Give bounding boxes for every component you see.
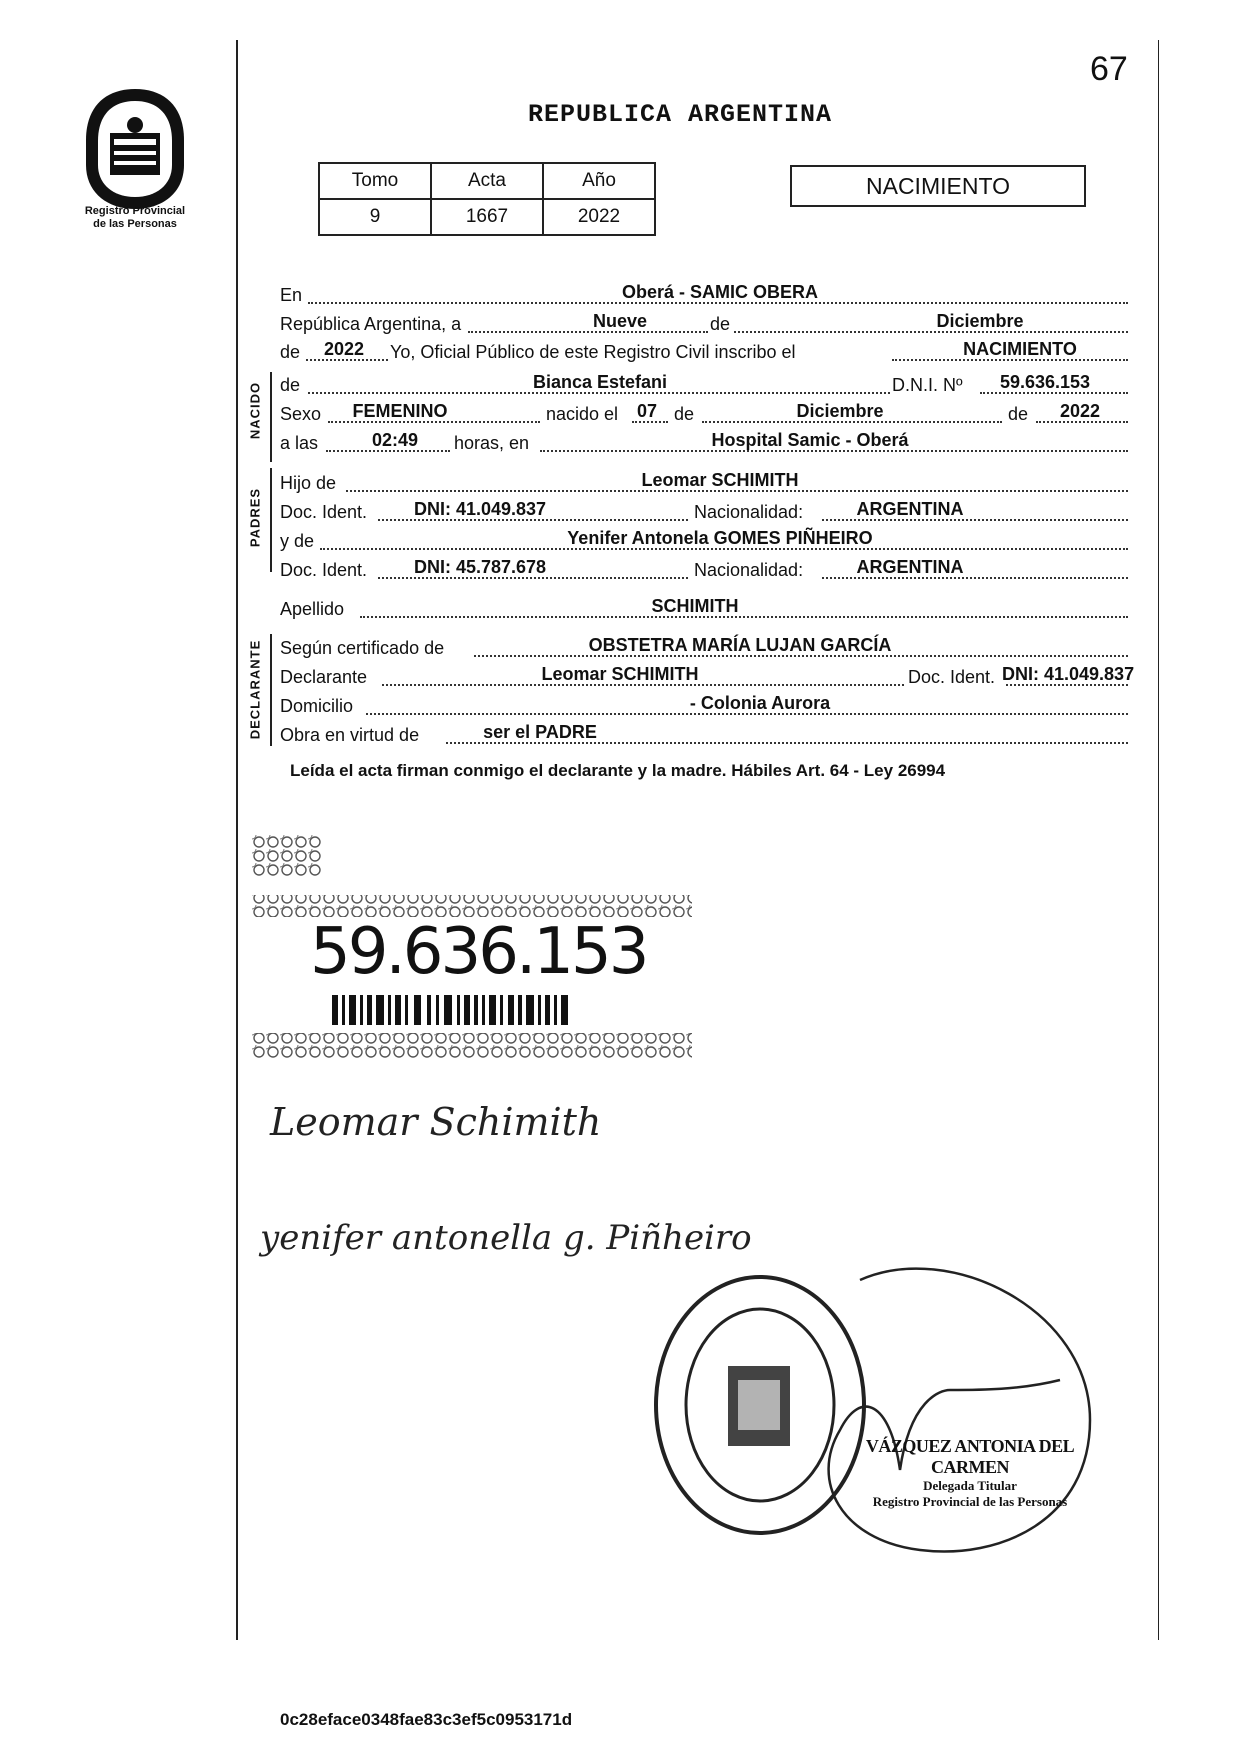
- form-row-oficial: [280, 339, 1130, 365]
- label-de4: de: [1008, 404, 1029, 424]
- label-nacionalidad2: Nacionalidad:: [694, 560, 804, 580]
- left-margin-rule: [236, 40, 238, 1640]
- acta-value-anio: 2022: [543, 199, 655, 235]
- acta-value-tomo: 9: [319, 199, 431, 235]
- form-row-domicilio: [280, 693, 1130, 719]
- label-de3: de: [674, 404, 695, 424]
- side-label-declarante: DECLARANTE: [247, 639, 263, 740]
- value-certificado: OBSTETRA MARÍA LUJAN GARCÍA: [588, 635, 892, 655]
- label-apellido: Apellido: [280, 599, 345, 619]
- value-madre-doc: DNI: 45.787.678: [413, 557, 547, 577]
- province-seal-logo: [80, 85, 190, 215]
- form-row-sexo: [280, 401, 1130, 427]
- value-madre: Yenifer Antonela GOMES PIÑHEIRO: [567, 528, 873, 548]
- value-padre-doc: DNI: 41.049.837: [413, 499, 547, 519]
- label-certificado: Según certificado de: [280, 638, 445, 658]
- value-apellido: SCHIMITH: [651, 596, 739, 616]
- label-hijo-de: Hijo de: [280, 473, 337, 493]
- value-madre-nac: ARGENTINA: [856, 557, 964, 577]
- right-margin-rule: [1158, 40, 1159, 1640]
- official-role: Delegada Titular: [923, 1478, 1017, 1493]
- acta-value-acta: 1667: [431, 199, 543, 235]
- value-anio: 2022: [323, 339, 365, 359]
- signature-madre: yenifer antonella g. Piñheiro: [260, 1218, 752, 1258]
- form-row-fecha: [280, 311, 1130, 337]
- label-obra: Obra en virtud de: [280, 725, 420, 745]
- label-horas-en: horas, en: [454, 433, 530, 453]
- value-hora: 02:49: [371, 430, 419, 450]
- label-declarante: Declarante: [280, 667, 368, 687]
- label-sexo: Sexo: [280, 404, 322, 424]
- label-nombre: de: [280, 375, 301, 395]
- value-nac-dia: 07: [636, 401, 658, 421]
- label-republica: República Argentina, a: [280, 314, 462, 334]
- value-obra: ser el PADRE: [483, 722, 597, 742]
- official-block: [840, 1436, 1100, 1510]
- value-declarante-doc: DNI: 41.049.837: [1002, 664, 1135, 684]
- value-nombre: Bianca Estefani: [532, 372, 668, 392]
- form-row-nombre: [280, 372, 1130, 398]
- side-label-padres: PADRES: [247, 487, 263, 548]
- value-dia: Nueve: [592, 311, 648, 331]
- form-row-hora: [280, 430, 1130, 456]
- document-title: REPUBLICA ARGENTINA: [527, 100, 833, 129]
- closing-note: Leída el acta firman conmigo el declarante y la madre. Hábiles Art. 64 - Ley 26994: [290, 761, 946, 780]
- form-row-obra: [280, 722, 1130, 748]
- label-nacido-el: nacido el: [546, 404, 619, 424]
- signature-declarante: Leomar Schimith: [270, 1100, 602, 1144]
- label-en: En: [280, 285, 303, 305]
- form-row-lugar: [280, 282, 1130, 308]
- acta-header-anio: Año: [543, 163, 655, 199]
- form-row-certificado: [280, 635, 1130, 661]
- official-registry: Registro Provincial de las Personas: [872, 1494, 1068, 1509]
- form-row-apellido: [280, 596, 1130, 622]
- form-row-madre-doc: [280, 557, 1130, 583]
- logo-caption: Registro Provincial de las Personas: [84, 205, 186, 230]
- acta-table-value-row: [319, 199, 655, 235]
- document-hash: 0c28eface0348fae83c3ef5c0953171d: [280, 1710, 573, 1729]
- value-sexo: FEMENINO: [352, 401, 448, 421]
- value-padre-nac: ARGENTINA: [856, 499, 964, 519]
- dni-printed-number: 59.636.153: [310, 915, 647, 989]
- form-row-madre: [280, 528, 1130, 554]
- value-nac-anio: 2022: [1059, 401, 1101, 421]
- label-doc2: Doc. Ident.: [280, 560, 368, 580]
- label-doc: Doc. Ident.: [280, 502, 368, 522]
- page-number: 67: [1090, 50, 1128, 88]
- official-signature: [800, 1250, 1120, 1570]
- record-type-box: NACIMIENTO: [790, 165, 1086, 207]
- form-row-padre-doc: [280, 499, 1130, 525]
- label-de: de: [710, 314, 731, 334]
- value-lugar-nac: Hospital Samic - Oberá: [711, 430, 909, 450]
- value-declarante: Leomar SCHIMITH: [541, 664, 699, 684]
- label-domicilio: Domicilio: [280, 696, 354, 716]
- label-oficial: Yo, Oficial Público de este Registro Civil inscribo el: [390, 342, 796, 362]
- acta-table-header-row: [319, 163, 655, 199]
- label-y-de: y de: [280, 531, 315, 551]
- form-row-declarante: [280, 664, 1135, 690]
- side-label-nacido: NACIDO: [247, 381, 263, 440]
- acta-table: [318, 162, 656, 236]
- value-acto: NACIMIENTO: [963, 339, 1077, 359]
- value-nac-mes: Diciembre: [796, 401, 884, 421]
- label-doc3: Doc. Ident.: [908, 667, 996, 687]
- value-lugar: Oberá - SAMIC OBERA: [621, 282, 819, 302]
- value-dni: 59.636.153: [999, 372, 1091, 392]
- label-nacionalidad: Nacionalidad:: [694, 502, 804, 522]
- official-name: VÁZQUEZ ANTONIA DEL CARMEN: [865, 1436, 1075, 1477]
- label-de2: de: [280, 342, 301, 362]
- form-row-padre: [280, 470, 1130, 496]
- value-domicilio: - Colonia Aurora: [689, 693, 831, 713]
- acta-header-tomo: Tomo: [319, 163, 431, 199]
- value-mes: Diciembre: [936, 311, 1024, 331]
- value-padre: Leomar SCHIMITH: [641, 470, 799, 490]
- acta-header-acta: Acta: [431, 163, 543, 199]
- label-alas: a las: [280, 433, 319, 453]
- label-dni: D.N.I. Nº: [892, 375, 963, 395]
